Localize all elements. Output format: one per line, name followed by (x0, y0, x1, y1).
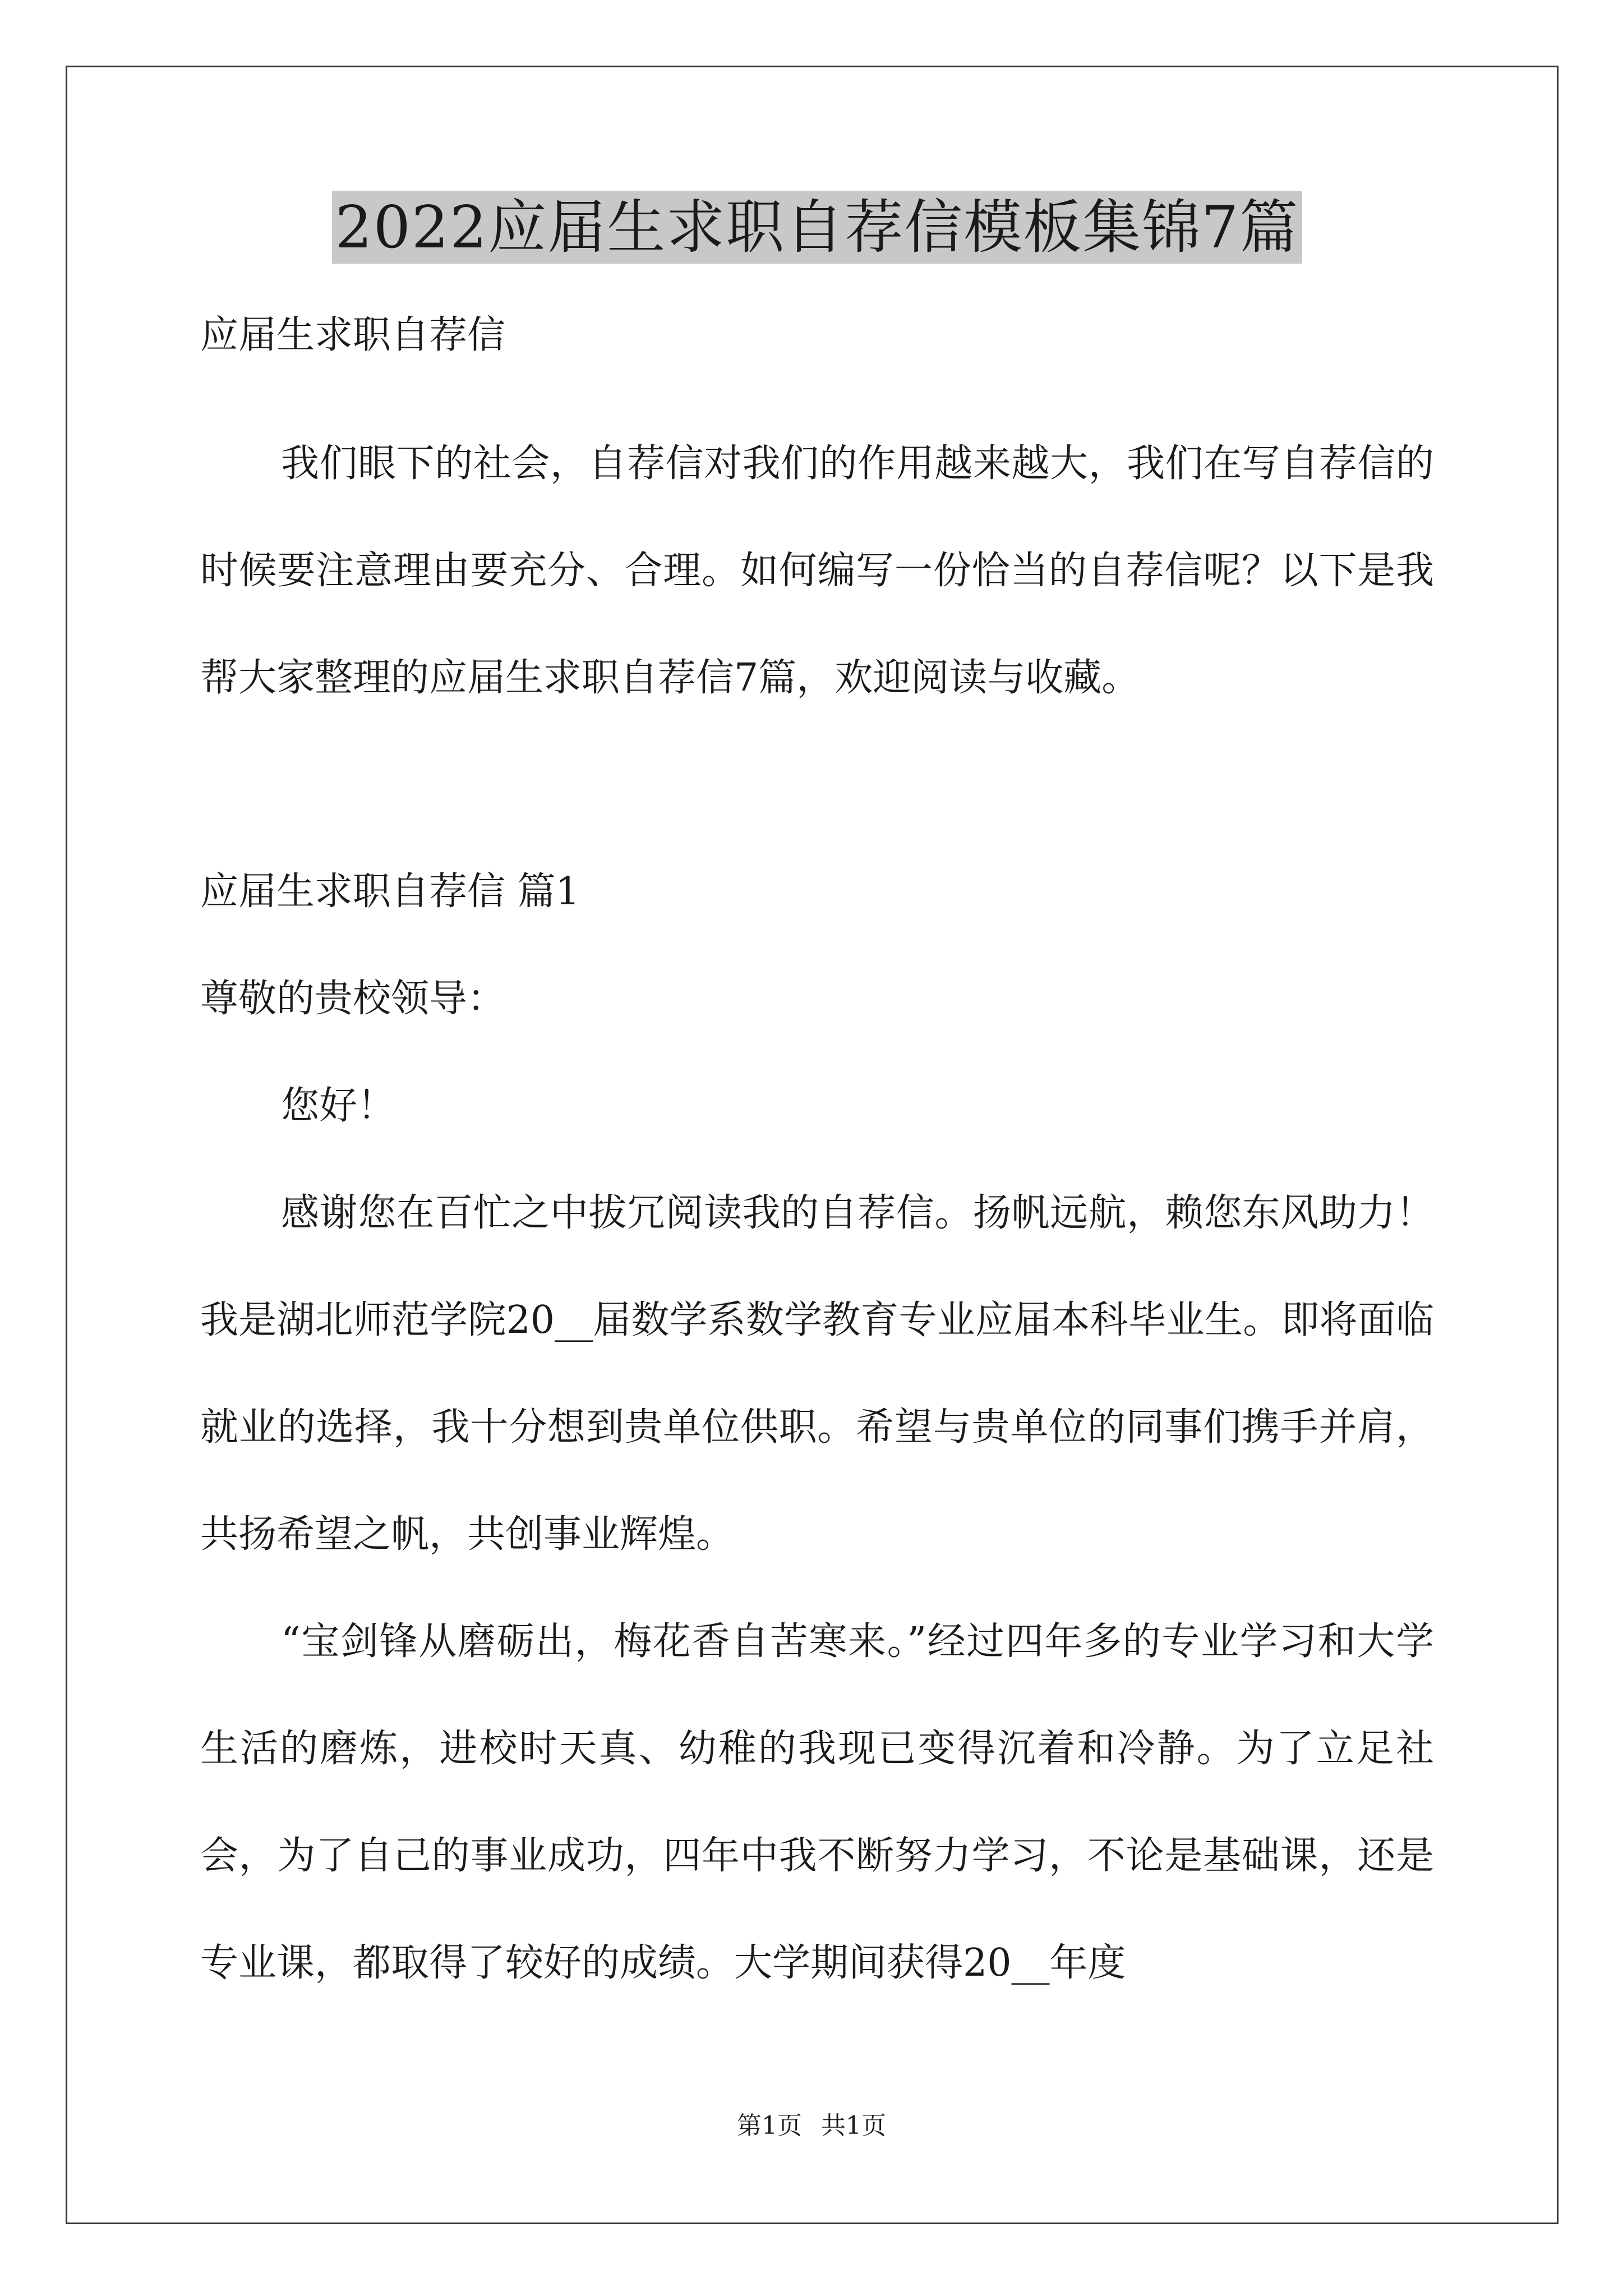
section-gap (200, 731, 1434, 838)
section-heading: 应届生求职自荐信 篇1 (200, 869, 580, 914)
greeting: 您好！ (281, 1084, 396, 1128)
salutation: 尊敬的贵校领导： (200, 977, 506, 1021)
document-title-text: 2022应届生求职自荐信模板集锦7篇 (332, 191, 1303, 264)
document-body (200, 185, 1434, 2017)
intro-paragraph: 我们眼下的社会，自荐信对我们的作用越来越大，我们在写自荐信的时候要注意理由要充分、合理。如何编写一份恰当的自荐信呢？以下是我帮大家整理的应届生求职自荐信7篇，欢迎阅读与收藏。 (200, 441, 1434, 700)
body-paragraph-2: “宝剑锋从磨砺出，梅花香自苦寒来。”经过四年多的专业学习和大学生活的磨炼，进校时天真、幼稚的我现已变得沉着和冷静。为了立足社会，为了自己的事业成功，四年中我不断努力学习，不论是基础课，还是专业课，都取得了较好的成绩。大学期间获得20__年度 (200, 1619, 1434, 1985)
document-subtitle: 应届生求职自荐信 (200, 313, 506, 357)
page-current: 第1页 (737, 2111, 802, 2140)
page-total: 共1页 (821, 2111, 886, 2140)
body-paragraph-1: 感谢您在百忙之中拔冗阅读我的自荐信。扬帆远航，赖您东风助力！我是湖北师范学院20__届数学系数学教育专业应届本科毕业生。即将面临就业的选择，我十分想到贵单位供职。希望与贵单位的同事们携手并肩，共扬希望之帆，共创事业辉煌。 (200, 1191, 1434, 1557)
document-title (200, 185, 1434, 269)
page-footer (0, 2109, 1623, 2143)
